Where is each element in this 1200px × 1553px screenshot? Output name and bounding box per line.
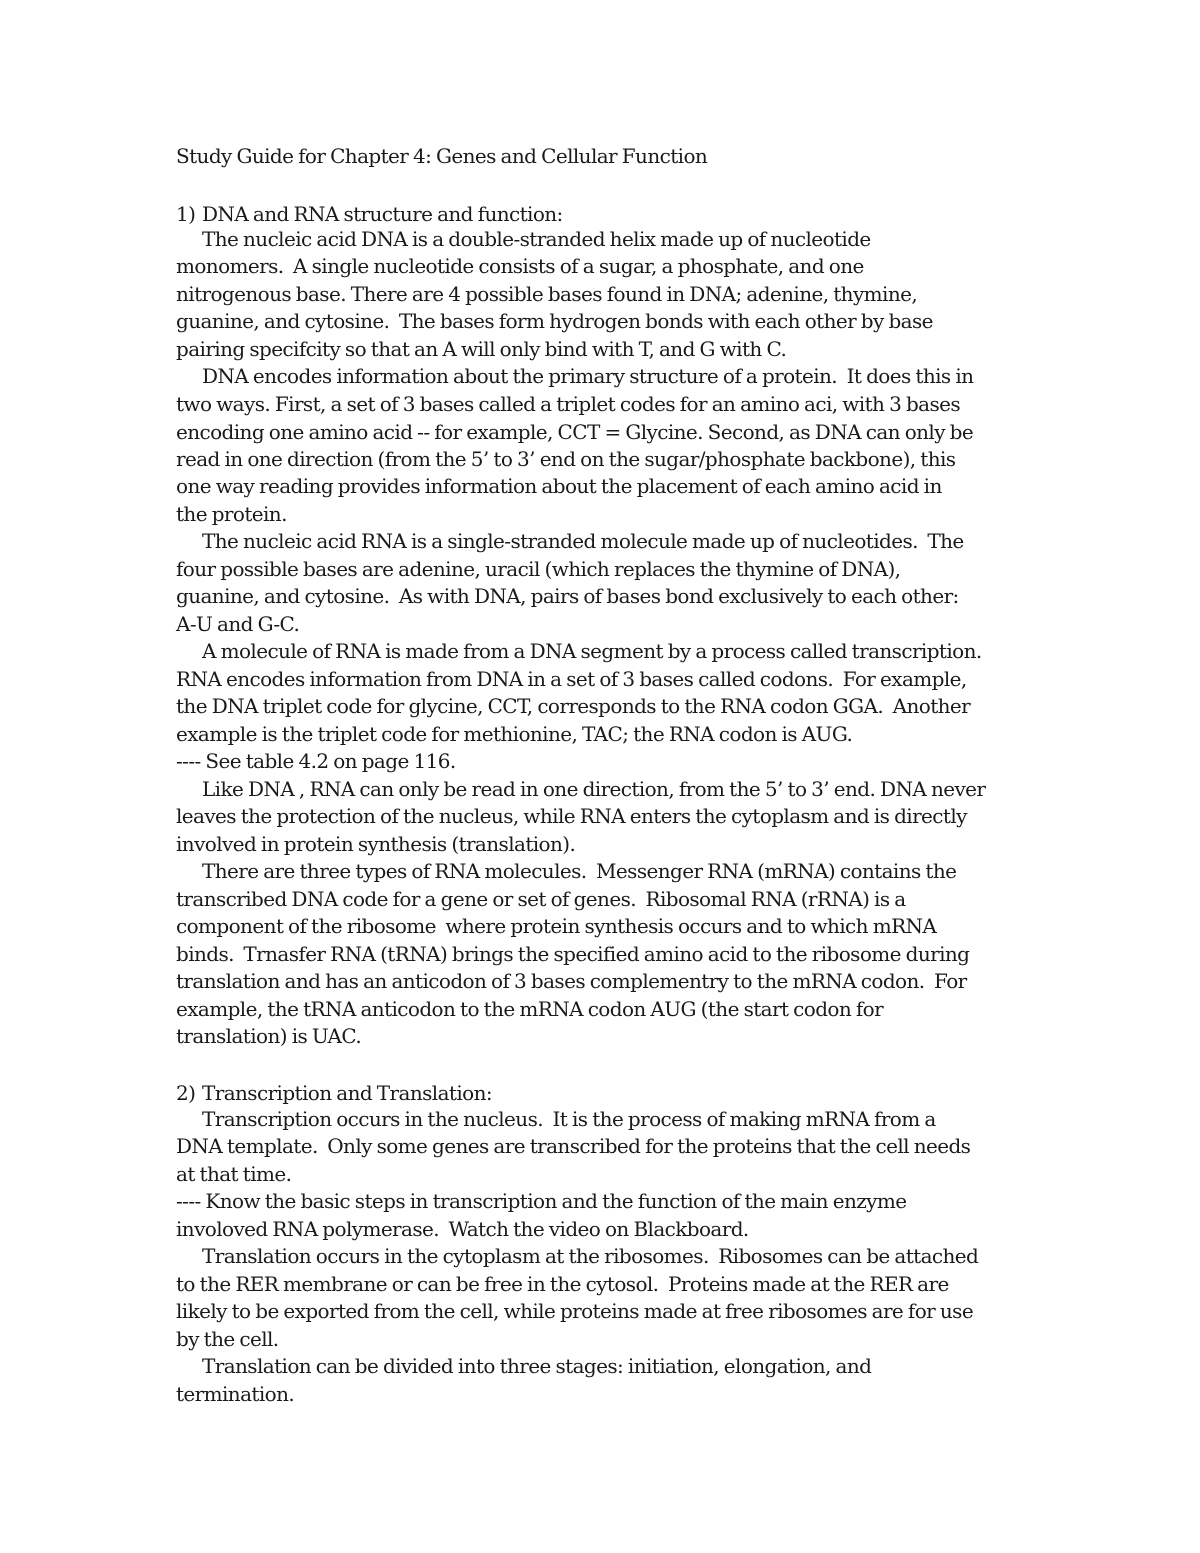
- paragraph-line: at that time.: [176, 1162, 292, 1186]
- paragraph-line: binds. Trnasfer RNA (tRNA) brings the specified amino acid to the ribosome during: [176, 942, 970, 966]
- paragraph-line: A-U and G-C.: [176, 612, 300, 636]
- paragraph-line: Transcription occurs in the nucleus. It is the process of making mRNA from a: [202, 1107, 936, 1131]
- section-number: 2): [176, 1081, 196, 1105]
- paragraph-line: Translation occurs in the cytoplasm at the ribosomes. Ribosomes can be attached: [202, 1244, 979, 1268]
- paragraph-line: two ways. First, a set of 3 bases called a triplet codes for an amino aci, with 3 bases: [176, 392, 961, 416]
- paragraph-line: translation) is UAC.: [176, 1024, 362, 1048]
- paragraph-line: the protein.: [176, 502, 287, 526]
- paragraph-line: read in one direction (from the 5’ to 3’ end on the sugar/phosphate backbone), this: [176, 447, 956, 471]
- paragraph-line: DNA template. Only some genes are transcribed for the proteins that the cell needs: [176, 1134, 971, 1158]
- section-number: 1): [176, 202, 196, 226]
- paragraph-line: There are three types of RNA molecules. Messenger RNA (mRNA) contains the: [202, 859, 957, 883]
- paragraph-line: Translation can be divided into three stages: initiation, elongation, and: [202, 1354, 872, 1378]
- paragraph-line: ---- See table 4.2 on page 116.: [176, 749, 456, 773]
- paragraph-line: example, the tRNA anticodon to the mRNA codon AUG (the start codon for: [176, 997, 884, 1021]
- paragraph-line: monomers. A single nucleotide consists of a sugar, a phosphate, and one: [176, 254, 864, 278]
- section-heading: DNA and RNA structure and function:: [202, 202, 563, 226]
- document-title: Study Guide for Chapter 4: Genes and Cellular Function: [176, 144, 708, 168]
- paragraph-line: guanine, and cytosine. The bases form hydrogen bonds with each other by base: [176, 309, 933, 333]
- paragraph-line: example is the triplet code for methionine, TAC; the RNA codon is AUG.: [176, 722, 853, 746]
- paragraph-line: the DNA triplet code for glycine, CCT, corresponds to the RNA codon GGA. Another: [176, 694, 971, 718]
- section-heading: Transcription and Translation:: [202, 1081, 492, 1105]
- paragraph-line: termination.: [176, 1382, 295, 1406]
- paragraph-line: DNA encodes information about the primary structure of a protein. It does this in: [202, 364, 974, 388]
- paragraph-line: translation and has an anticodon of 3 bases complementry to the mRNA codon. For: [176, 969, 967, 993]
- paragraph-line: transcribed DNA code for a gene or set of genes. Ribosomal RNA (rRNA) is a: [176, 887, 906, 911]
- paragraph-line: one way reading provides information about the placement of each amino acid in: [176, 474, 942, 498]
- paragraph-line: four possible bases are adenine, uracil (which replaces the thymine of DNA),: [176, 557, 901, 581]
- paragraph-line: likely to be exported from the cell, while proteins made at free ribosomes are for use: [176, 1299, 974, 1323]
- paragraph-line: by the cell.: [176, 1327, 279, 1351]
- paragraph-line: Like DNA , RNA can only be read in one direction, from the 5’ to 3’ end. DNA never: [202, 777, 986, 801]
- paragraph-line: component of the ribosome where protein synthesis occurs and to which mRNA: [176, 914, 937, 938]
- paragraph-line: ---- Know the basic steps in transcription and the function of the main enzyme: [176, 1189, 907, 1213]
- paragraph-line: pairing specifcity so that an A will only bind with T, and G with C.: [176, 337, 787, 361]
- paragraph-line: encoding one amino acid -- for example, CCT = Glycine. Second, as DNA can only be: [176, 420, 974, 444]
- paragraph-line: The nucleic acid DNA is a double-stranded helix made up of nucleotide: [202, 227, 871, 251]
- paragraph-line: A molecule of RNA is made from a DNA segment by a process called transcription.: [202, 639, 982, 663]
- paragraph-line: The nucleic acid RNA is a single-stranded molecule made up of nucleotides. The: [202, 529, 964, 553]
- paragraph-line: to the RER membrane or can be free in the cytosol. Proteins made at the RER are: [176, 1272, 949, 1296]
- paragraph-line: involoved RNA polymerase. Watch the video on Blackboard.: [176, 1217, 749, 1241]
- paragraph-line: leaves the protection of the nucleus, while RNA enters the cytoplasm and is directly: [176, 804, 967, 828]
- paragraph-line: guanine, and cytosine. As with DNA, pairs of bases bond exclusively to each other:: [176, 584, 959, 608]
- paragraph-line: involved in protein synthesis (translation).: [176, 832, 576, 856]
- paragraph-line: RNA encodes information from DNA in a set of 3 bases called codons. For example,: [176, 667, 967, 691]
- paragraph-line: nitrogenous base. There are 4 possible bases found in DNA; adenine, thymine,: [176, 282, 918, 306]
